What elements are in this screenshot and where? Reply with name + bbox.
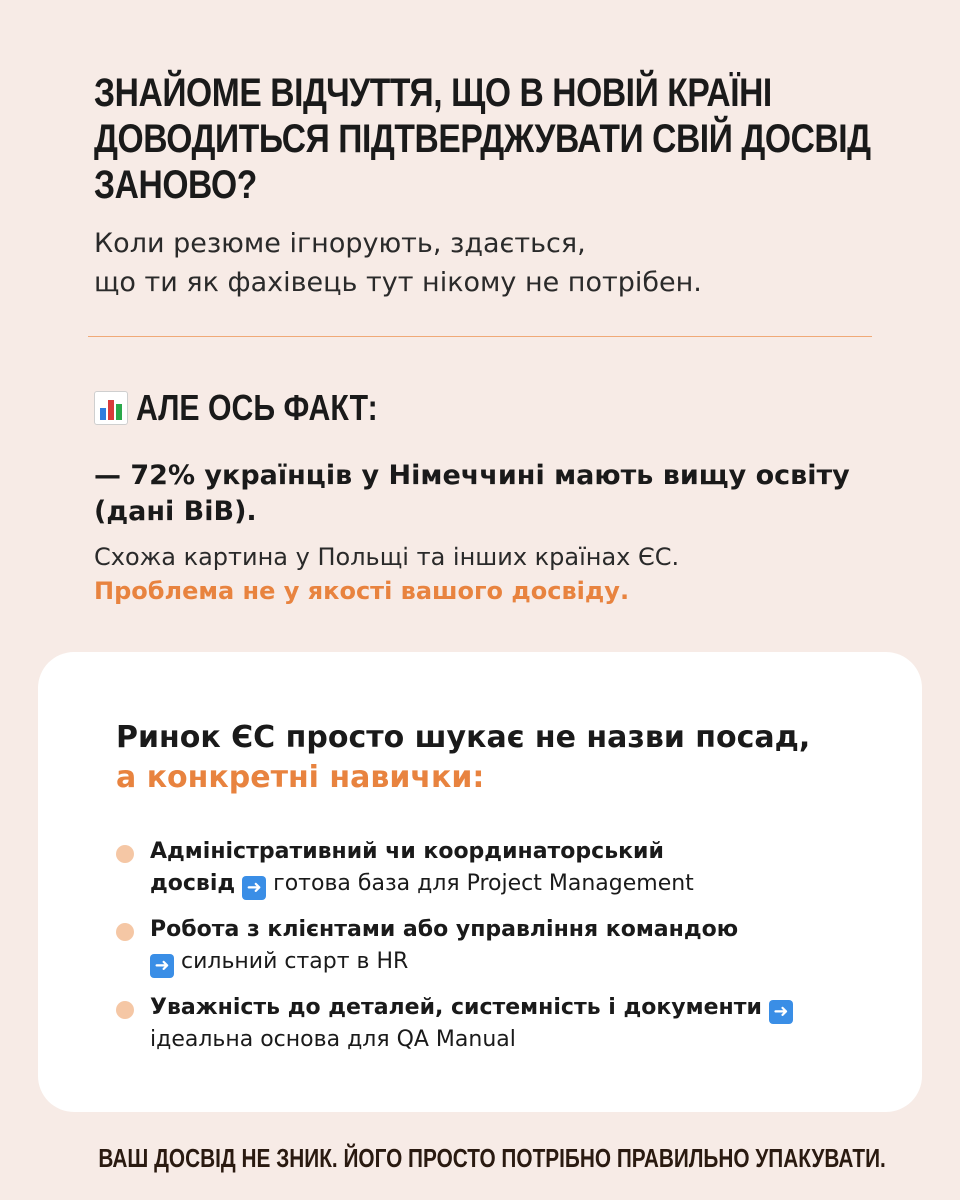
skill-rest: ідеальна основа для QA Manual (150, 1027, 516, 1052)
fact-note-accent: Проблема не у якості вашого досвіду. (94, 577, 630, 605)
skills-list (116, 836, 856, 1070)
list-item (116, 836, 710, 900)
divider (88, 336, 872, 337)
fact-statistic: — 72% українців у Німеччині мають вищу освіту (дані BiB). (94, 460, 850, 527)
fact-heading (94, 386, 424, 430)
subtitle-line-1: Коли резюме ігнорують, здається, (94, 228, 586, 259)
skill-rest: сильний старт в HR (181, 949, 409, 974)
fact-note (94, 540, 679, 608)
title-line-3: ЗАНОВО? (94, 163, 257, 207)
footer-text: ВАШ ДОСВІД НЕ ЗНИК. ЙОГО ПРОСТО ПОТРІБНО ПРАВИЛЬНО УПАКУВАТИ. (98, 1143, 886, 1173)
fact-note-text: Схожа картина у Польщі та інших країнах ЄС. (94, 543, 680, 571)
skills-card (38, 652, 922, 1112)
skill-bold: Адміністративний чи координаторський досвід (150, 839, 664, 896)
bullet-dot-icon (116, 1001, 134, 1019)
right-arrow-icon: ➜ (242, 876, 266, 900)
page-title (94, 70, 884, 208)
list-item (116, 992, 850, 1056)
card-title-accent: а конкретні навички: (116, 760, 485, 795)
list-item (116, 914, 800, 978)
right-arrow-icon: ➜ (769, 1000, 793, 1024)
bullet-dot-icon (116, 923, 134, 941)
skill-bold: Робота з клієнтами або управління командою (150, 917, 739, 942)
title-line-1: ЗНАЙОМЕ ВІДЧУТТЯ, ЩО В НОВІЙ КРАЇНІ (94, 71, 772, 115)
bullet-dot-icon (116, 845, 134, 863)
right-arrow-icon: ➜ (150, 954, 174, 978)
title-line-2: ДОВОДИТЬСЯ ПІДТВЕРДЖУВАТИ СВІЙ ДОСВІД (94, 117, 871, 161)
subtitle (94, 224, 702, 302)
card-title-line-1: Ринок ЄС просто шукає не назви посад, (116, 720, 811, 755)
bar-chart-icon (94, 391, 128, 425)
footer (0, 1138, 960, 1178)
subtitle-line-2: що ти як фахівець тут нікому не потрібен. (94, 267, 702, 298)
card-title (116, 718, 876, 798)
fact-heading-text: АЛЕ ОСЬ ФАКТ: (136, 387, 378, 428)
skill-rest: готова база для Project Management (273, 871, 694, 896)
skill-bold: Уважність до деталей, системність і документи (150, 995, 762, 1020)
